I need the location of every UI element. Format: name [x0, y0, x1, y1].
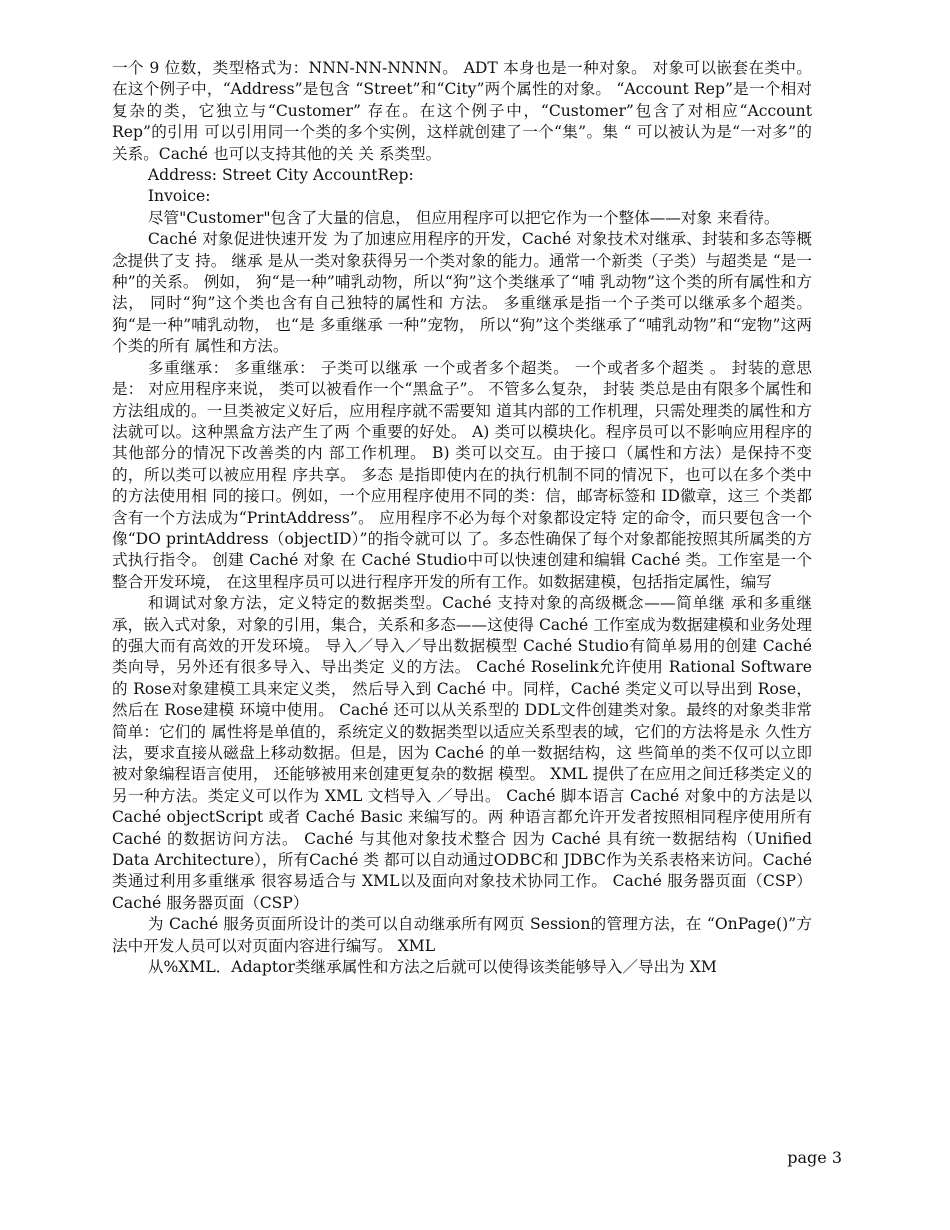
paragraph-2: Address: Street City AccountRep: [147, 166, 414, 185]
paragraph-7: 和调试对象方法，定义特定的数据类型。Caché 支持对象的高级概念——简单继 承和多重继承，嵌入式对象，对象的引用，集合，关系和多态——这使得 Caché 工作室成为数据建模和业务处理的强大而有高效的开发环境。 导入／导入／导出数据模型 Caché Studio有简单易用的创建 Caché 类向导，另外还有很多导入、导出类定 义的方法。 Caché Roselink允许使用 Rational Software的 Rose对象建模工具来定义类， 然后导入到 Caché 中。同样，Caché 类定义可以导出到 Rose，然后在 Rose建模 环境中使用。 Caché 还可以从关系型的 DDL文件创建类对象。最终的对象类非常简单：它们的 属性将是单值的，系统定义的数据类型以适应关系型表的域，它们的方法将是永 久性方法，要求直接从磁盘上移动数据。但是，因为 Caché 的单一数据结构，这 些简单的类不仅可以立即被对象编程语言使用， 还能够被用来创建更复杂的数据 模型。 XML 提供了在应用之间迁移类定义的另一种方法。类定义可以作为 XML 文档导入 ／导出。 Caché 脚本语言 Caché 对象中的方法是以 Caché objectScript 或者 Caché Basic 来编写的。两 种语言都允许开发者按照相同程序使用所有 Caché 的数据访问方法。 Caché 与其他对象技术整合 因为 Caché 具有统一数据结构（Unified Data Architecture），所有Caché 类 都可以自动通过ODBC和 JDBC作为关系表格来访问。Caché 类通过利用多重继承 很容易适合与 XML以及面向对象技术协同工作。 Caché 服务器页面（CSP） Caché 服务器页面（CSP） [112, 594, 812, 912]
document-body [112, 58, 812, 978]
paragraph-4: 尽管"Customer"包含了大量的信息， 但应用程序可以把它作为一个整体——对象 来看待。 [147, 208, 780, 227]
paragraph-3: Invoice: [147, 187, 211, 206]
paragraph-9: 从%XML．Adaptor类继承属性和方法之后就可以使得该类能够导入／导出为 XM [147, 958, 717, 977]
page-number: page 3 [787, 1148, 842, 1167]
paragraph-8: 为 Caché 服务页面所设计的类可以自动继承所有网页 Session的管理方法，在 “OnPage()”方法中开发人员可以对页面内容进行编写。 XML [112, 915, 812, 955]
paragraph-5: Caché 对象促进快速开发 为了加速应用程序的开发，Caché 对象技术对继承、封装和多态等概念提供了支 持。 继承 是从一类对象获得另一个类对象的能力。通常一个新类（子类）与超类是 “是一种”的关系。 例如， 狗“是一种”哺乳动物，所以“狗”这个类继承了“哺 乳动物”这个类的所有属性和方法， 同时“狗”这个类也含有自己独特的属性和 方法。 多重继承是指一个子类可以继承多个超类。 狗“是一种”哺乳动物， 也“是 多重继承 一种”宠物， 所以“狗”这个类继承了“哺乳动物”和“宠物”这两个类的所有 属性和方法。 [112, 230, 812, 356]
paragraph-6: 多重继承： 多重继承： 子类可以继承 一个或者多个超类。 一个或者多个超类 。 封装的意思是： 对应用程序来说， 类可以被看作一个“黑盒子”。 不管多么复杂， 封装 类总是由有限多个属性和方法组成的。一旦类被定义好后，应用程序就不需要知 道其内部的工作机理，只需处理类的属性和方法就可以。这种黑盒方法产生了两 个重要的好处。 A) 类可以模块化。程序员可以不影响应用程序的其他部分的情况下改善类的内 部工作机理。 B) 类可以交互。由于接口（属性和方法）是保持不变的，所以类可以被应用程 序共享。 多态 是指即使内在的执行机制不同的情况下，也可以在多个类中的方法使用相 同的接口。例如，一个应用程序使用不同的类：信，邮寄标签和 ID徽章，这三 个类都含有一个方法成为“PrintAddress”。 应用程序不必为每个对象都设定特 定的命令，而只要包含一个像“DO printAddress（objectID）”的指令就可以 了。多态性确保了每个对象都能按照其所属类的方式执行指令。 创建 Caché 对象 在 Caché Studio中可以快速创建和编辑 Caché 类。工作室是一个整合开发环境， 在这里程序员可以进行程序开发的所有工作。如数据建模，包括指定属性，编写 [112, 358, 812, 591]
paragraph-1: 一个 9 位数，类型格式为：NNN-NN-NNNN。 ADT 本身也是一种对象。 对象可以嵌套在类中。在这个例子中，“Address”是包含 “Street”和“City”两个属性的对象。 “Account Rep”是一个相对复杂的类，它独立与“Customer” 存在。在这个例子中，“Customer”包含了对相应“Account Rep”的引用 可以引用同一个类的多个实例，这样就创建了一个“集”。集 “ 可以被认为是“一对多”的关系。Caché 也可以支持其他的关 关 系类型。 [112, 59, 812, 163]
